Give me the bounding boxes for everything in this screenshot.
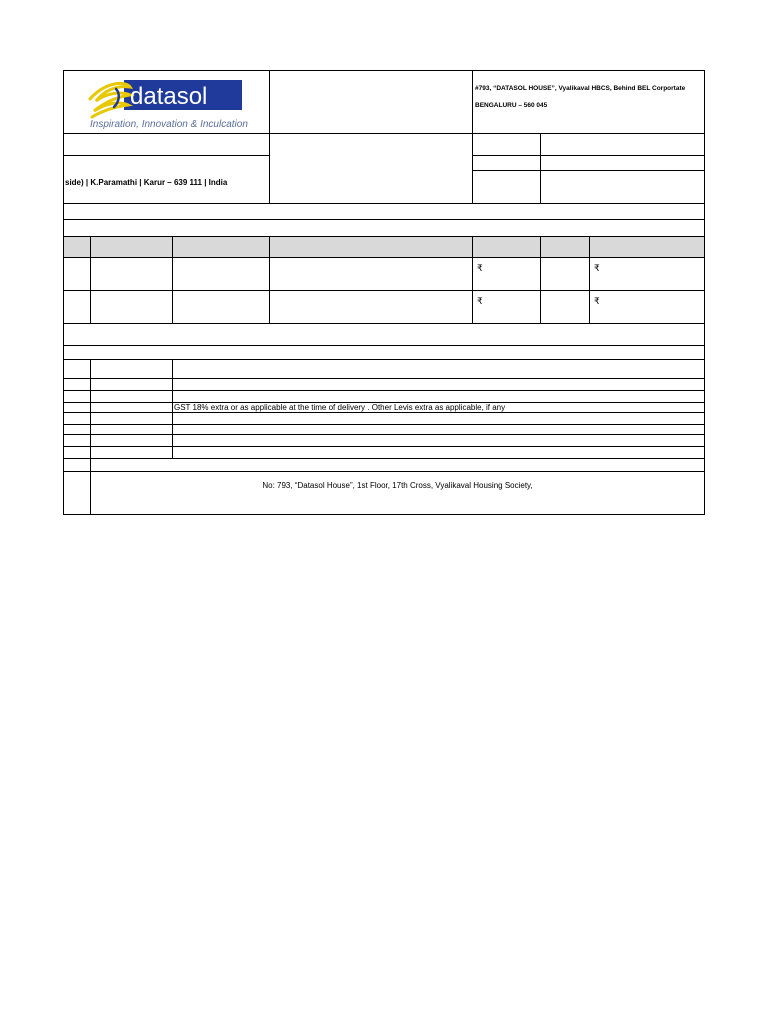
terms-value-cell bbox=[173, 391, 705, 403]
company-address-line2: BENGALURU – 560 045 bbox=[475, 102, 548, 109]
terms-sno-cell bbox=[64, 391, 91, 403]
logo-tagline: Inspiration, Innovation & Inculcation bbox=[90, 119, 248, 130]
footer-sno-cell bbox=[64, 472, 91, 515]
terms-value-cell bbox=[173, 425, 705, 435]
item-name-cell bbox=[91, 291, 173, 324]
item-rate-cell bbox=[473, 291, 541, 324]
terms-value-cell bbox=[173, 360, 705, 379]
quotation-table bbox=[63, 70, 705, 515]
rupee-symbol: ₹ bbox=[477, 297, 483, 307]
datasol-logo bbox=[86, 77, 256, 131]
terms-sno-cell bbox=[64, 425, 91, 435]
rupee-symbol: ₹ bbox=[594, 297, 600, 307]
col-header-sno bbox=[64, 237, 91, 258]
rupee-symbol: ₹ bbox=[477, 264, 483, 274]
terms-sno-cell bbox=[64, 413, 91, 425]
terms-label-cell bbox=[91, 435, 173, 447]
ref-label-cell bbox=[473, 171, 541, 204]
col-header-amount bbox=[590, 237, 705, 258]
item-qty-cell bbox=[541, 258, 590, 291]
terms-label-cell bbox=[91, 447, 173, 459]
customer-middle-cell bbox=[270, 134, 473, 204]
terms-value-cell bbox=[173, 413, 705, 425]
ref-value-cell bbox=[541, 171, 705, 204]
table-row bbox=[64, 291, 705, 324]
item-name-cell bbox=[91, 258, 173, 291]
item-description-cell bbox=[270, 258, 473, 291]
item-description-cell bbox=[270, 291, 473, 324]
terms-sno-cell bbox=[64, 403, 91, 413]
customer-name-cell bbox=[64, 134, 270, 156]
quote-no-value-cell bbox=[541, 134, 705, 156]
col-header-item bbox=[91, 237, 173, 258]
quotation-document bbox=[63, 70, 704, 518]
terms-sno-cell bbox=[64, 360, 91, 379]
terms-sno-cell bbox=[64, 459, 91, 472]
subject-row bbox=[64, 204, 705, 220]
item-model-cell bbox=[173, 291, 270, 324]
terms-label-cell bbox=[91, 379, 173, 391]
logo-cell bbox=[64, 71, 270, 134]
item-qty-cell bbox=[541, 291, 590, 324]
terms-sno-cell bbox=[64, 379, 91, 391]
terms-value-cell bbox=[173, 435, 705, 447]
item-amount-cell bbox=[590, 258, 705, 291]
item-sno-cell bbox=[64, 258, 91, 291]
footer-address: No: 793, “Datasol House”, 1st Floor, 17th Cross, Vyalikaval Housing Society, bbox=[262, 481, 533, 490]
rupee-symbol: ₹ bbox=[594, 264, 600, 274]
total-row bbox=[64, 324, 705, 346]
company-address-line1: #793, “DATASOL HOUSE”, Vyalikaval HBCS, Behind BEL Corportate bbox=[475, 85, 686, 92]
logo-wordmark: datasol bbox=[130, 83, 208, 110]
col-header-description bbox=[270, 237, 473, 258]
header-blank-cell bbox=[270, 71, 473, 134]
terms-label-cell bbox=[91, 403, 173, 413]
terms-sno-cell bbox=[64, 435, 91, 447]
terms-label-cell bbox=[91, 413, 173, 425]
terms-value-cell bbox=[173, 379, 705, 391]
terms-sno-cell bbox=[64, 447, 91, 459]
col-header-model bbox=[173, 237, 270, 258]
col-header-qty bbox=[541, 237, 590, 258]
customer-address-cell bbox=[64, 156, 270, 204]
table-row bbox=[64, 258, 705, 291]
quote-no-label-cell bbox=[473, 134, 541, 156]
intro-row bbox=[64, 220, 705, 237]
quote-date-label-cell bbox=[473, 156, 541, 171]
terms-gst-cell bbox=[173, 403, 705, 413]
col-header-rate bbox=[473, 237, 541, 258]
item-amount-cell bbox=[590, 291, 705, 324]
item-model-cell bbox=[173, 258, 270, 291]
terms-label-cell bbox=[91, 425, 173, 435]
item-rate-cell bbox=[473, 258, 541, 291]
terms-label-cell bbox=[91, 360, 173, 379]
item-sno-cell bbox=[64, 291, 91, 324]
amount-words-row bbox=[64, 346, 705, 360]
customer-address-text: side) | K.Paramathi | Karur – 639 111 | India bbox=[65, 178, 228, 187]
terms-wide-cell bbox=[91, 459, 705, 472]
terms-label-cell bbox=[91, 391, 173, 403]
footer-address-cell bbox=[91, 472, 705, 515]
company-address-cell bbox=[473, 71, 705, 134]
quote-date-value-cell bbox=[541, 156, 705, 171]
terms-value-cell bbox=[173, 447, 705, 459]
gst-note: GST 18% extra or as applicable at the time of delivery . Other Levis extra as applicable, if any bbox=[174, 403, 506, 412]
